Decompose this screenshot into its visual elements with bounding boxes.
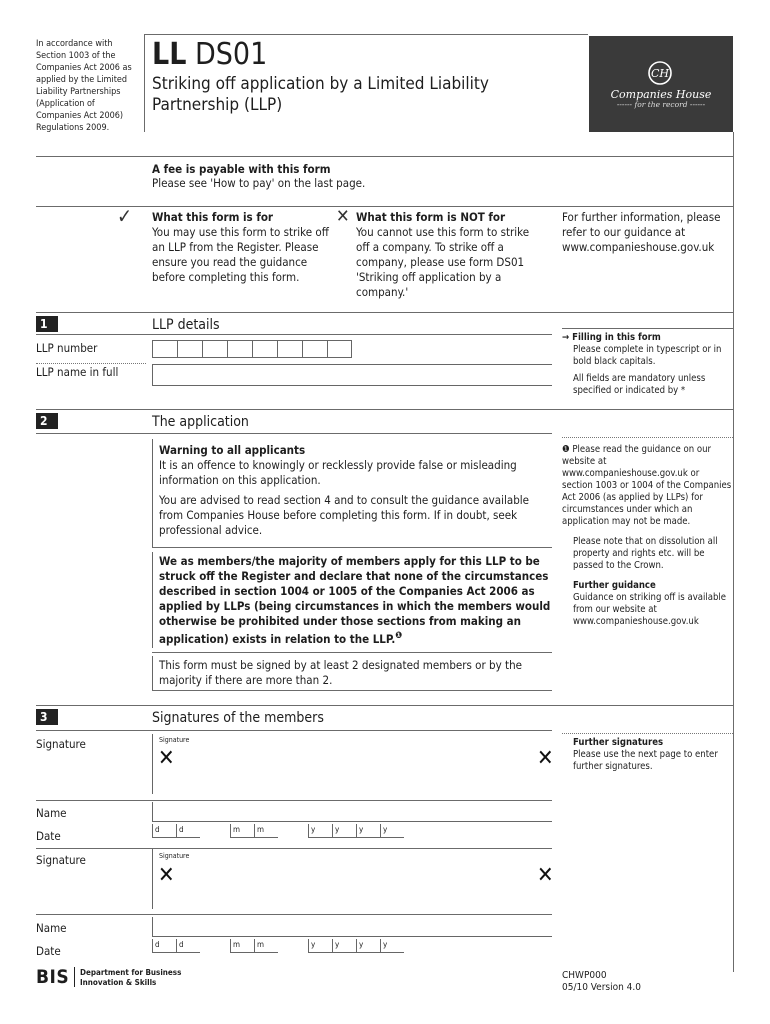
- sign-here-icon: ✕: [158, 863, 175, 888]
- date-label: Date: [36, 944, 61, 958]
- signature-label: Signature: [36, 853, 86, 867]
- filling-in-title: → Filling in this form: [562, 332, 661, 343]
- advice-text: You are advised to read section 4 and to consult the guidance available from Companies House before completing this form. If in doubt, seek professional advice.: [159, 493, 530, 537]
- department-name: Department for Business Innovation & Skills: [80, 968, 182, 987]
- section-3-title: Signatures of the members: [152, 710, 324, 726]
- signature-box[interactable]: [152, 849, 552, 909]
- name-label: Name: [36, 921, 67, 935]
- form-title: Striking off application by a Limited Liability Partnership (LLP): [152, 74, 489, 115]
- form-ref-code: CHWP000: [562, 970, 607, 981]
- form-code: [152, 38, 267, 72]
- sign-here-icon: ✕: [537, 746, 554, 771]
- arrow-right-icon: →: [562, 332, 573, 343]
- sign-here-icon: ✕: [537, 863, 554, 888]
- llp-name-label: LLP name in full: [36, 365, 119, 379]
- llp-number-field[interactable]: [152, 340, 352, 358]
- sign-note-panel: [152, 656, 552, 690]
- form-prefix: LL: [152, 37, 187, 72]
- fee-text: Please see 'How to pay' on the last page.: [152, 176, 366, 190]
- date-label: Date: [36, 829, 61, 843]
- signature-box[interactable]: [152, 734, 552, 794]
- filling-in-guidance: [562, 332, 732, 397]
- section-1-title: LLP details: [152, 317, 220, 333]
- companies-house-crest-icon: [645, 58, 675, 88]
- name-field[interactable]: [152, 802, 552, 822]
- tick-icon: ✓: [117, 204, 133, 228]
- not-for-title: What this form is NOT for: [356, 210, 506, 224]
- mandatory-fields-text: All fields are mandatory unless specified or indicated by *: [573, 373, 706, 396]
- llp-number-label: LLP number: [36, 341, 98, 355]
- further-signatures-text: Please use the next page to enter further signatures.: [573, 749, 718, 772]
- further-info-text: For further information, please refer to our guidance at www.companieshouse.gov.uk: [562, 210, 721, 254]
- section-2-number: 2: [36, 413, 58, 429]
- cross-icon: ✕: [336, 206, 350, 227]
- companies-house-logo: [589, 36, 733, 132]
- further-signatures-title: Further signatures: [573, 737, 664, 748]
- svg-text:CH: CH: [650, 67, 670, 80]
- further-guidance-title: Further guidance: [573, 580, 656, 591]
- guidance-note: ❶ Please read the guidance on our website at www.companieshouse.gov.uk or section 1003 or 1004 of the Companies Act 2006 (as applied by LLPs) for circumstances under which an application may not be made.: [562, 444, 732, 527]
- section-3-number: 3: [36, 709, 58, 725]
- declaration-panel: [152, 552, 552, 648]
- filling-in-text: Please complete in typescript or in bold black capitals.: [573, 344, 722, 367]
- section-1-number: 1: [36, 316, 58, 332]
- logo-name: Companies House: [610, 88, 712, 101]
- warning-panel: [152, 439, 552, 547]
- llp-name-field[interactable]: [152, 364, 552, 386]
- date-field[interactable]: d d m m y y y y: [152, 939, 392, 957]
- sign-here-icon: ✕: [158, 746, 175, 771]
- note-marker-icon: ❶: [395, 631, 403, 641]
- dissolution-note: Please note that on dissolution all property and rights etc. will be passed to the Crown.: [573, 536, 718, 571]
- section-2-guidance: [562, 444, 732, 628]
- note-marker-icon: ❶: [562, 444, 570, 455]
- bis-logo: BIS: [36, 966, 70, 988]
- declaration-text: We as members/the majority of members apply for this LLP to be struck off the Register and declare that none of the circumstances described in section 1004 or 1005 of the Companies Act 2006 as applied by LLPs (being circumstances in which the members would otherwise be prohibited under those sections from making an application) exists in relation to the LLP.$^❶$: [159, 554, 551, 646]
- signature-box-label: Signature: [159, 736, 190, 744]
- signature-box-label: Signature: [159, 852, 190, 860]
- name-label: Name: [36, 806, 67, 820]
- form-number: DS01: [194, 37, 268, 72]
- warning-title: Warning to all applicants: [159, 443, 306, 457]
- sign-note-text: This form must be signed by at least 2 designated members or by the majority if there are more than 2.: [159, 658, 523, 687]
- is-for-title: What this form is for: [152, 210, 274, 224]
- legal-basis-text: In accordance with Section 1003 of the Companies Act 2006 as applied by the Limited Liability Partnerships (Application of Companies Act 2006) Regulations 2009.: [36, 39, 132, 133]
- section-2-title: The application: [152, 414, 249, 430]
- logo-tagline: ------ for the record ------: [616, 100, 706, 109]
- further-guidance-text: Guidance on striking off is available from our website at www.companieshouse.gov.uk: [573, 592, 727, 627]
- form-reference: [562, 970, 641, 994]
- name-field[interactable]: [152, 917, 552, 937]
- further-signatures-guidance: [562, 737, 732, 773]
- warning-text: It is an offence to knowingly or recklessly provide false or misleading information on this application.: [159, 458, 517, 487]
- fee-title: A fee is payable with this form: [152, 162, 331, 176]
- date-field[interactable]: d d m m y y y y: [152, 824, 392, 842]
- is-for-text: You may use this form to strike off an LLP from the Register. Please ensure you read the guidance before completing this form.: [152, 225, 329, 284]
- not-for-text: You cannot use this form to strike off a company. To strike off a company, please use form DS01 'Striking off application by a company.': [356, 225, 530, 299]
- form-version: 05/10 Version 4.0: [562, 982, 641, 993]
- signature-label: Signature: [36, 737, 86, 751]
